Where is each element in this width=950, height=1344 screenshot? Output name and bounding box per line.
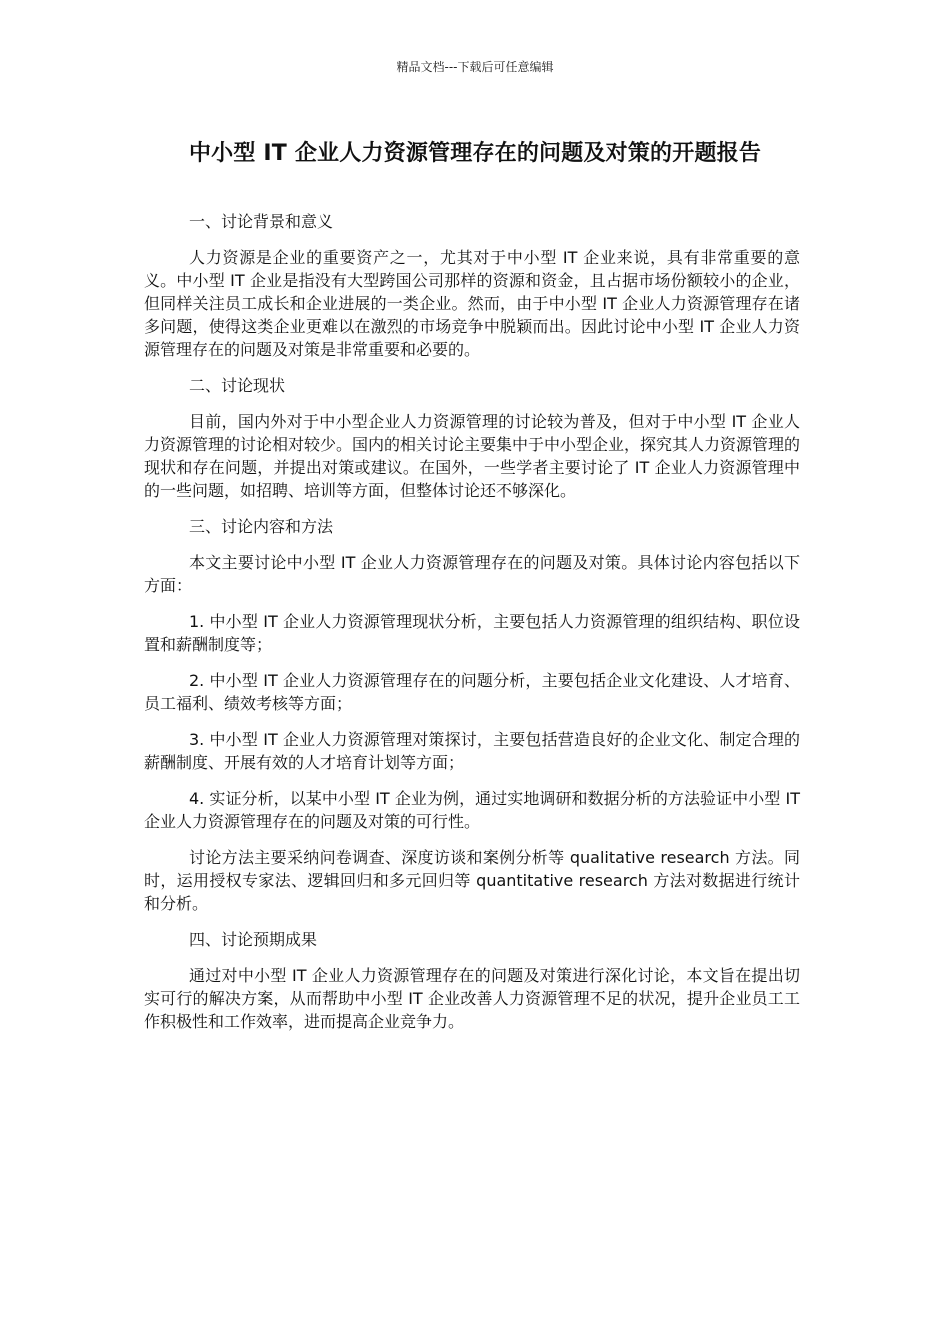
document-title: 中小型 IT 企业人力资源管理存在的问题及对策的开题报告 bbox=[188, 141, 762, 166]
page-header: 精品文档---下载后可任意编辑 bbox=[396, 60, 554, 74]
document-body bbox=[144, 210, 800, 1046]
list-item-2: 2. 中小型 IT 企业人力资源管理存在的问题分析，主要包括企业文化建设、人才培育、员工福利、绩效考核等方面； bbox=[144, 671, 800, 713]
list-item-1: 1. 中小型 IT 企业人力资源管理现状分析，主要包括人力资源管理的组织结构、职位设置和薪酬制度等； bbox=[144, 612, 800, 654]
section-heading-background: 一、讨论背景和意义 bbox=[189, 212, 334, 231]
list-item-4: 4. 实证分析，以某中小型 IT 企业为例，通过实地调研和数据分析的方法验证中小型 IT 企业人力资源管理存在的问题及对策的可行性。 bbox=[144, 789, 800, 831]
paragraph-background: 人力资源是企业的重要资产之一，尤其对于中小型 IT 企业来说，具有非常重要的意义。中小型 IT 企业是指没有大型跨国公司那样的资源和资金，且占据市场份额较小的企业，但同样关注员工成长和企业进展的一类企业。然而，由于中小型 IT 企业人力资源管理存在诸多问题，使得这类企业更难以在激烈的市场竞争中脱颖而出。因此讨论中小型 IT 企业人力资源管理存在的问题及对策是非常重要和必要的。 bbox=[144, 248, 800, 359]
paragraph-status: 目前，国内外对于中小型企业人力资源管理的讨论较为普及，但对于中小型 IT 企业人力资源管理的讨论相对较少。国内的相关讨论主要集中于中小型企业，探究其人力资源管理的现状和存在问题，并提出对策或建议。在国外，一些学者主要讨论了 IT 企业人力资源管理中的一些问题，如招聘、培训等方面，但整体讨论还不够深化。 bbox=[144, 412, 801, 500]
paragraph-expected-results: 通过对中小型 IT 企业人力资源管理存在的问题及对策进行深化讨论，本文旨在提出切实可行的解决方案，从而帮助中小型 IT 企业改善人力资源管理不足的状况，提升企业员工工作积极性和工作效率，进而提高企业竞争力。 bbox=[144, 966, 800, 1031]
section-heading-expected-results: 四、讨论预期成果 bbox=[189, 930, 318, 949]
list-item-3: 3. 中小型 IT 企业人力资源管理对策探讨，主要包括营造良好的企业文化、制定合理的薪酬制度、开展有效的人才培育计划等方面； bbox=[144, 730, 800, 772]
paragraph-content-intro: 本文主要讨论中小型 IT 企业人力资源管理存在的问题及对策。具体讨论内容包括以下方面： bbox=[144, 553, 800, 595]
section-heading-content-methods: 三、讨论内容和方法 bbox=[189, 517, 334, 536]
section-heading-status: 二、讨论现状 bbox=[189, 376, 286, 395]
paragraph-methods: 讨论方法主要采纳问卷调查、深度访谈和案例分析等 qualitative research 方法。同时，运用授权专家法、逻辑回归和多元回归等 quantitative research 方法对数据进行统计和分析。 bbox=[144, 848, 800, 913]
